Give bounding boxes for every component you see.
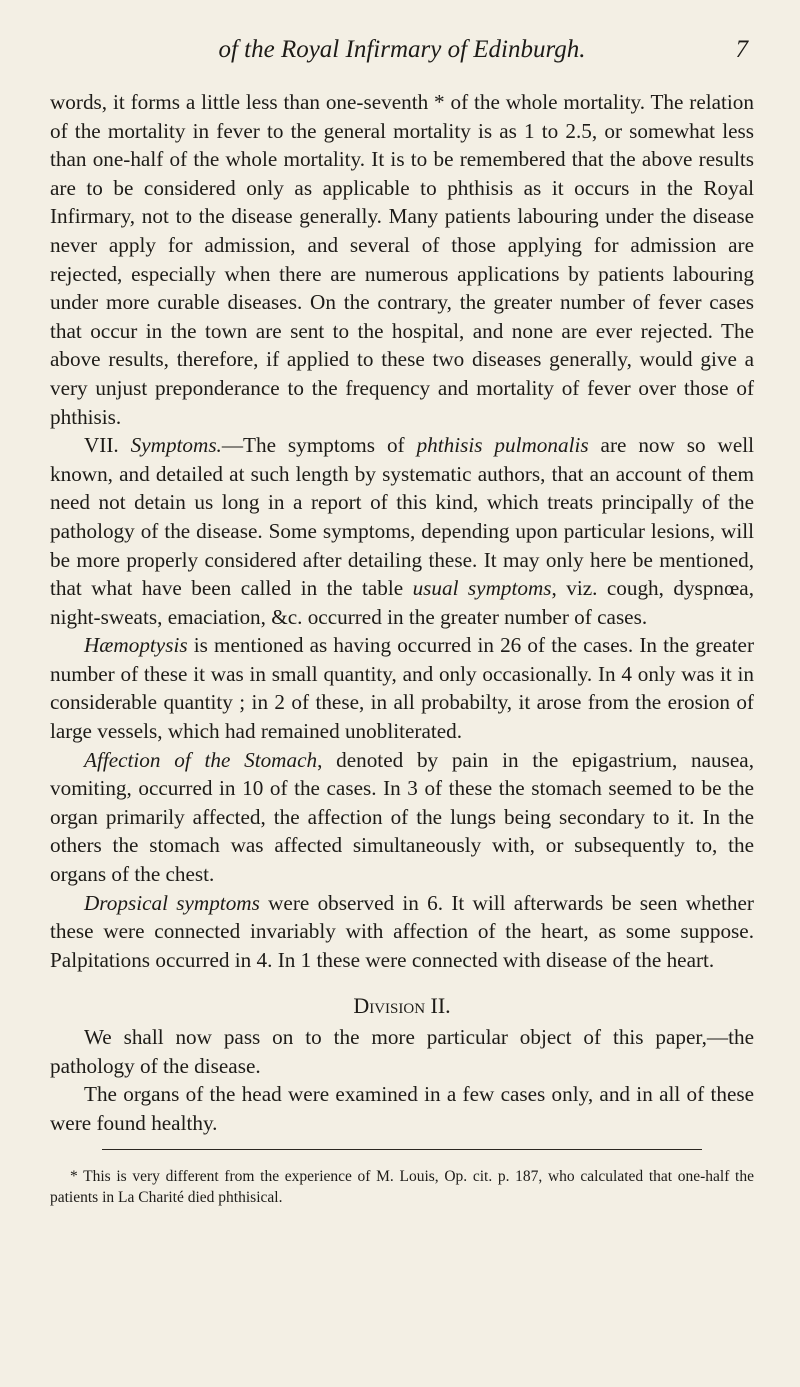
term-usual-symptoms: usual symptoms	[412, 576, 552, 601]
term-phthisis: phthisis pulmonalis	[416, 433, 589, 458]
paragraph-head-organs: The organs of the head were examined in a few cases only, and in all of these were found healthy.	[50, 1082, 754, 1135]
heading-dropsical: Dropsical symptoms	[84, 890, 260, 915]
running-title: of the Royal Infirmary of Edinburgh.	[218, 36, 586, 63]
paragraph-haemoptysis	[50, 631, 754, 745]
heading-stomach: Affection of the Stomach	[84, 747, 318, 772]
text-run: is mentioned as having occurred in 26 of the cases. In the greater number of these it was in small quantity, and only occasionally. In 4 only was it in considerable quantity ; in 2 of these, in all probabilty, it arose from the erosion of large vessels, which had remained unobliterated.	[50, 633, 754, 744]
page-number: 7	[735, 36, 748, 63]
section-number: VII.	[84, 433, 131, 458]
paragraph-mortality: words, it forms a little less than one-seventh * of the whole mortality. The relation of the mortality in fever to the general mortality is as 1 to 2.5, or somewhat less than one-half of the whole mortality. It is to be remembered that the above results are to be considered only as applicable to phthisis as it occurs in the Royal Infirmary, not to the disease generally. Many patients labouring under the disease never apply for admission, and several of those applying for admission are rejected, especially when there are numerous applications by patients labouring under more curable diseases. On the contrary, the greater number of fever cases that occur in the town are sent to the hospital, and none are ever rejected. The above results, therefore, if applied to these two diseases generally, would give a very unjust preponderance to the frequency and mortality of fever over those of phthisis.	[50, 90, 754, 429]
text-run: , denoted by pain in the epigastrium, nausea, vomiting, occurred in 10 of the cases. In 3 of these the stomach seemed to be the organ primarily affected, the affection of the lungs being secondary to it. In the others the stomach was affected simultaneously with, or subsequently to, the organs of the chest.	[50, 747, 754, 887]
footnote-rule	[102, 1149, 702, 1150]
paragraph-symptoms	[50, 431, 754, 631]
paragraph-dropsical	[50, 889, 754, 975]
paragraph-pathology: We shall now pass on to the more particular object of this paper,—the pathology of the disease.	[50, 1025, 754, 1078]
heading-haemoptysis: Hæmoptysis	[84, 633, 188, 658]
paragraph-stomach	[50, 746, 754, 889]
footnote: * This is very different from the experience of M. Louis, Op. cit. p. 187, who calculated that one-half the patients in La Charité died phthisical.	[50, 1167, 754, 1206]
text-run: are now so well known, and detailed at such length by systematic authors, that an account of them need not detain us long in a report of this kind, which treats principally of the pathology of the disease. Some symptoms, depending upon particular lesions, will be more properly considered after detailing these. It may only here be mentioned, that what have been called in the table	[50, 433, 755, 601]
section-heading-symptoms: Symptoms.	[130, 433, 222, 458]
page-header	[50, 36, 754, 76]
division-heading: Division II.	[353, 993, 451, 1019]
text-run: were observed in 6. It will afterwards be seen whether these were connected invariably with affection of the heart, as some suppose. Palpitations occurred in 4. In 1 these were connected with disease of the heart.	[50, 890, 754, 972]
body-text	[50, 88, 754, 1137]
text-run: —The symptoms of	[221, 433, 417, 458]
text-run: , viz. cough, dyspnœa, night-sweats, emaciation, &c. occurred in the greater number of cases.	[50, 576, 754, 629]
